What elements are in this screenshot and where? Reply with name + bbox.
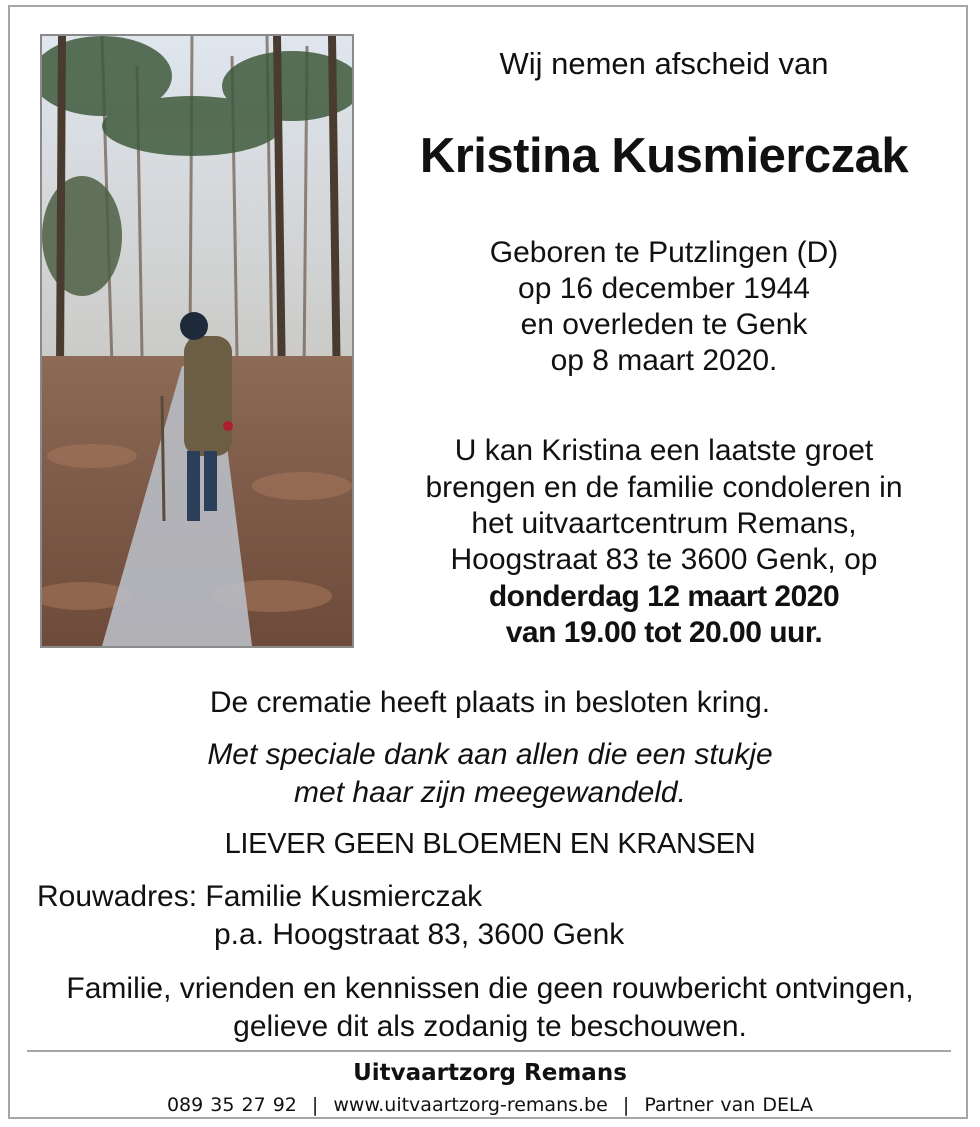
thanks-line: met haar zijn meegewandeld. bbox=[294, 776, 686, 809]
visit-line: U kan Kristina een laatste groet bbox=[454, 434, 874, 467]
forest-walk-photo bbox=[40, 34, 354, 648]
thanks-line: Met speciale dank aan allen die een stukje bbox=[207, 738, 773, 771]
visit-line: brengen en de familie condoleren in bbox=[425, 471, 903, 504]
deceased-name: Kristina Kusmierczak bbox=[419, 129, 909, 183]
birth-line: en overleden te Genk bbox=[520, 308, 808, 341]
birth-line: op 8 maart 2020. bbox=[550, 344, 778, 377]
visit-time: van 19.00 tot 20.00 uur. bbox=[505, 616, 823, 649]
cremation-text: De crematie heeft plaats in besloten kring. bbox=[209, 686, 771, 719]
website-link[interactable]: www.uitvaartzorg-remans.be bbox=[333, 1094, 608, 1116]
visit-date: donderdag 12 maart 2020 bbox=[488, 580, 840, 613]
mourning-address-line: p.a. Hoogstraat 83, 3600 Genk bbox=[214, 918, 625, 951]
visit-line: het uitvaartcentrum Remans, bbox=[471, 507, 857, 540]
intro-text: Wij nemen afscheid van bbox=[499, 46, 829, 81]
mourning-address-line: Rouwadres: Familie Kusmierczak bbox=[37, 880, 483, 913]
birth-line: Geboren te Putzlingen (D) bbox=[489, 236, 839, 269]
visit-line: Hoogstraat 83 te 3600 Genk, op bbox=[450, 543, 878, 576]
footer-contact bbox=[0, 1094, 980, 1116]
separator: | bbox=[311, 1094, 319, 1116]
separator: | bbox=[622, 1094, 630, 1116]
footer-divider bbox=[27, 1050, 951, 1052]
notice-line: gelieve dit als zodanig te beschouwen. bbox=[233, 1010, 747, 1043]
forest-walk-image bbox=[42, 36, 352, 646]
birth-line: op 16 december 1944 bbox=[518, 272, 810, 305]
notice-line: Familie, vrienden en kennissen die geen rouwbericht ontvingen, bbox=[66, 972, 914, 1005]
funeral-company-name: Uitvaartzorg Remans bbox=[353, 1060, 627, 1086]
partner-text: Partner van DELA bbox=[644, 1094, 814, 1116]
no-flowers-notice: LIEVER GEEN BLOEMEN EN KRANSEN bbox=[224, 828, 756, 860]
phone-number: 089 35 27 92 bbox=[166, 1094, 297, 1116]
